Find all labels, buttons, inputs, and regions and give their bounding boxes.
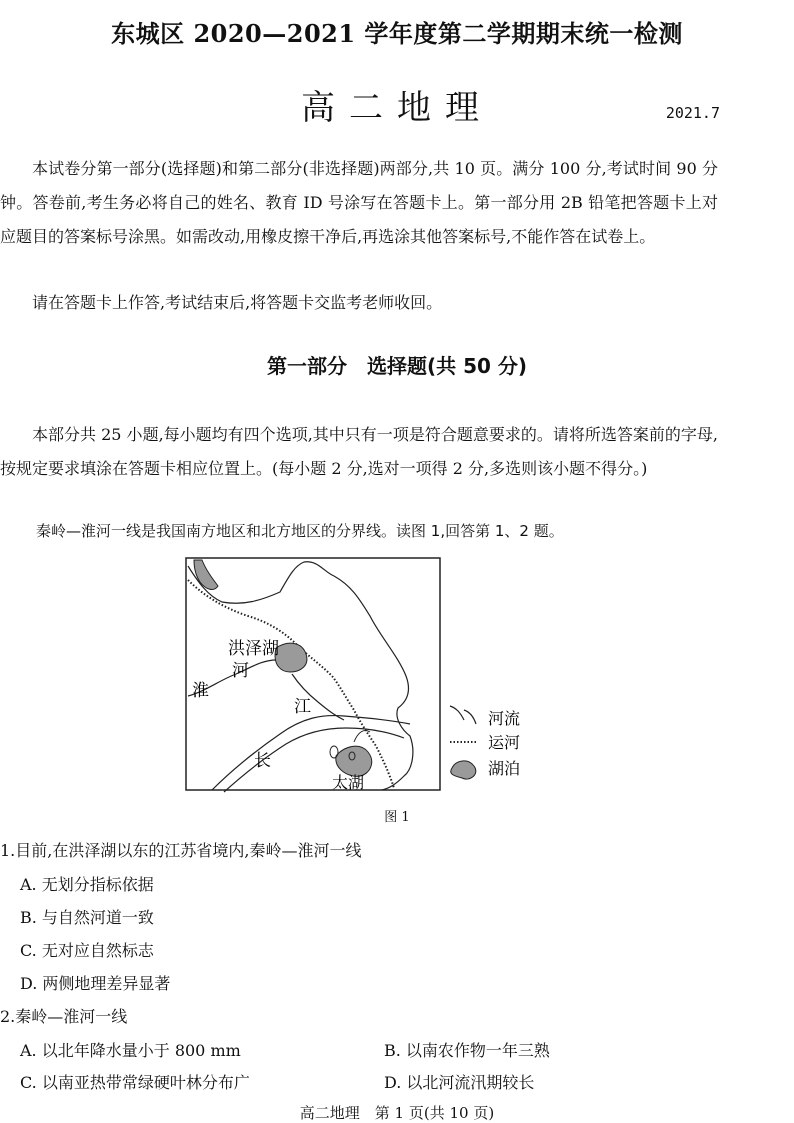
figure-caption: 图 1 [384,810,410,825]
tai-lake-shape [336,746,372,776]
yangtze-south-bank [224,728,404,792]
lake-legend-icon [451,761,476,779]
instructions-text-2: 请在答题卡上作答,考试结束后,将答题卡交监考老师收回。 [32,293,443,312]
part-one-description [0,418,718,486]
figure-intro: 秦岭—淮河一线是我国南方地区和北方地区的分界线。读图 1,回答第 1、2 题。 [36,522,564,540]
hongze-lake-shape [275,643,307,672]
question-1-option-d: D. 两侧地理差异显著 [20,974,171,993]
map-legend [450,706,520,779]
label-chang: 长 [254,751,271,771]
question-1-option-a: A. 无划分指标依据 [20,875,154,894]
label-hongze: 洪泽湖 [228,639,279,659]
question-2-option-d: D. 以北河流汛期较长 [384,1073,535,1092]
legend-lake: 湖泊 [488,759,521,778]
question-2-option-c: C. 以南亚热带常绿硬叶林分布广 [20,1073,250,1092]
question-number: 1. [0,841,16,860]
subject-title: 高二地理 [301,88,493,128]
label-huai: 淮 [192,681,209,701]
label-taihu: 太湖 [332,773,365,792]
question-number: 2. [0,1007,16,1026]
map-frame [186,558,440,790]
map-figure [184,556,544,794]
part-one-heading: 第一部分 选择题(共 50 分) [266,354,528,378]
page-footer: 高二地理 第 1 页(共 10 页) [299,1104,495,1122]
legend-river: 河流 [488,709,521,728]
question-stem: 目前,在洪泽湖以东的江苏省境内,秦岭—淮河一线 [15,841,362,860]
small-lake-shape [330,746,338,758]
question-1-option-c: C. 无对应自然标志 [20,941,154,960]
part-one-description-text: 本部分共 25 小题,每小题均有四个选项,其中只有一项是符合题意要求的。请将所选答案前的字母,按规定要求填涂在答题卡相应位置上。(每小题 2 分,选对一项得 2 分,多选则该小题不得分。) [0,425,718,478]
yangtze-north-bank [212,716,410,790]
question-1-option-b: B. 与自然河道一致 [20,908,154,927]
exam-title: 东城区 2020—2021 学年度第二学期期末统一检测 [111,19,683,48]
label-jiang: 江 [294,697,311,717]
instructions-paragraph [0,152,718,254]
legend-canal: 运河 [488,733,521,752]
river-legend-icon [450,706,476,724]
question-1 [0,838,361,861]
label-he: 河 [232,661,249,681]
instructions-paragraph-2 [0,286,718,320]
exam-date: 2021.7 [665,104,720,122]
coastline [188,562,413,790]
instructions-text: 本试卷分第一部分(选择题)和第二部分(非选择题)两部分,共 10 页。满分 100 分,考试时间 90 分钟。答卷前,考生务必将自己的姓名、教育 ID 号涂写在答题卡上。第一部分用 2B 铅笔把答题卡上对应题目的答案标号涂黑。如需改动,用橡皮擦干净后,再选涂其他答案标号,不能作答在试卷上。 [0,159,718,246]
northern-lake-shape [194,560,218,589]
question-2-option-a: A. 以北年降水量小于 800 mm [20,1041,241,1060]
question-2-option-b: B. 以南农作物一年三熟 [384,1041,550,1060]
tai-lake-inlet [354,730,370,742]
question-2 [0,1004,127,1027]
question-stem: 秦岭—淮河一线 [15,1007,128,1026]
